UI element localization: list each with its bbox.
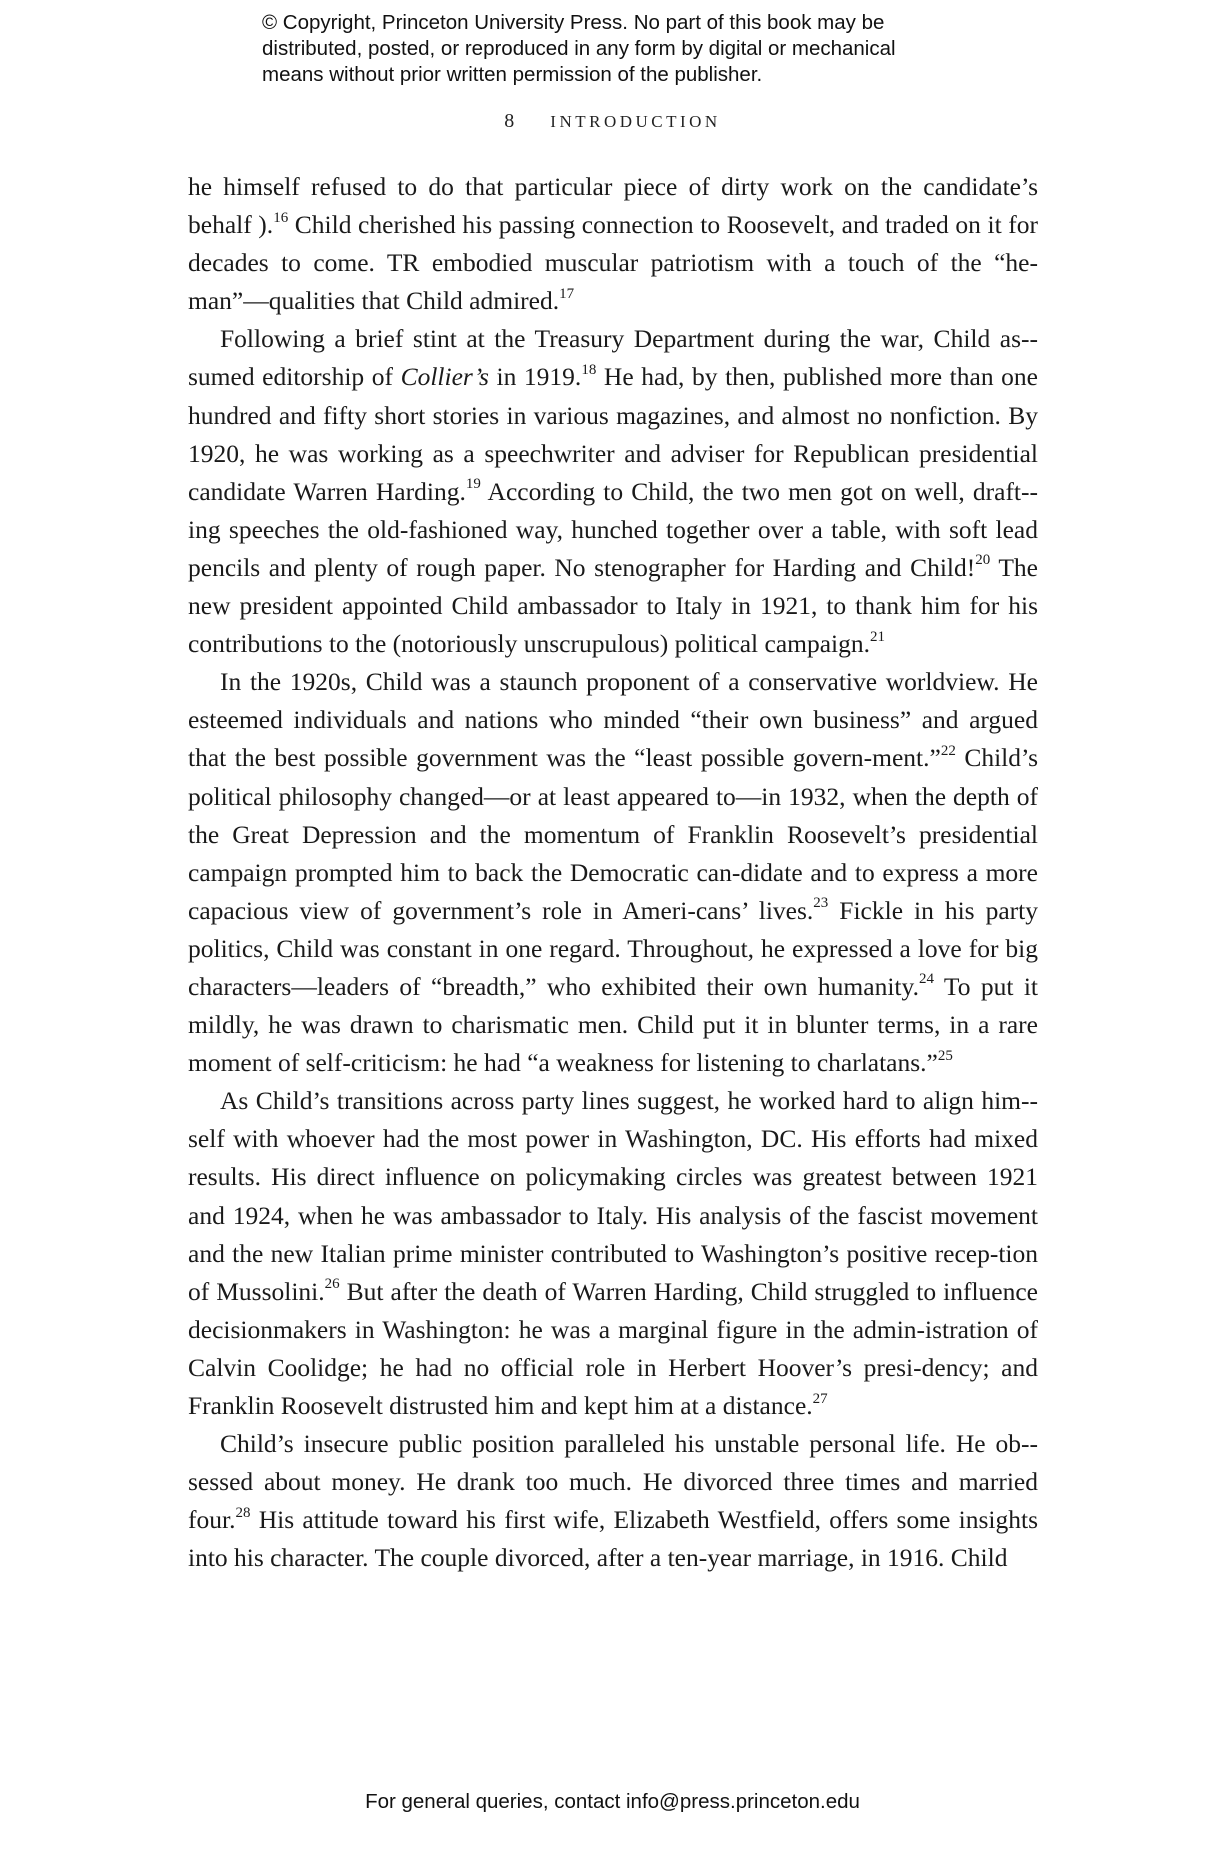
footnote-marker[interactable]: 16 xyxy=(273,209,289,226)
text-run: But after the death of Warren Harding, Child struggled to influence decisionmakers in Washington: he was a marginal figure in the admin-istration of Calvin Coolidge; he had no official role in Herbert Hoover’s presi-dency; and Franklin Roosevelt distrusted him and kept him at a distance. xyxy=(188,1276,1038,1420)
text-run: in 1919. xyxy=(488,362,582,392)
footnote-marker[interactable]: 21 xyxy=(870,628,886,645)
footnote-marker[interactable]: 26 xyxy=(324,1276,340,1293)
footnote-marker[interactable]: 18 xyxy=(581,361,597,378)
copyright-notice xyxy=(262,10,1022,88)
footnote-marker[interactable]: 19 xyxy=(465,476,481,493)
footnote-marker[interactable]: 28 xyxy=(235,1504,251,1521)
text-run: As Child’s transitions across party lines suggest, he worked hard to align him-self with whoever had the most power in Washington, DC. His efforts had mixed results. His direct influence on policymaking circles was greatest between 1921 and 1924, when he was ambassador to Italy. His analysis of the fascist movement and the new Italian prime minister contributed to Washington’s positive recep-tion of Mussolini. xyxy=(188,1086,1038,1306)
text-run: According to Child, the two men got on well, draft-ing speeches the old-fashioned way, hunched together over a table, with soft lead pencils and plenty of rough paper. No stenographer for Harding and Child! xyxy=(188,476,1039,582)
copyright-line: distributed, posted, or reproduced in any form by digital or mechanical xyxy=(262,37,896,60)
italic-title: Collier’s xyxy=(400,362,489,392)
text-run: Fickle in his party politics, Child was constant in one regard. Throughout, he expressed a love for big characters—leaders of “breadth,” who exhibited their own humanity. xyxy=(188,895,1038,1001)
running-head xyxy=(0,110,1225,133)
text-run: Child cherished his passing connection to Roosevelt, and traded on it for decades to come. TR embodied muscular patriotism with a touch of the “he-man”—qualities that Child admired. xyxy=(188,210,1038,316)
text-run: In the 1920s, Child was a staunch proponent of a conservative worldview. He esteemed individuals and nations who minded “their own business” and argued that the best possible government was the “least possible govern-ment.” xyxy=(188,667,1038,773)
body-text xyxy=(188,168,1038,1577)
paragraph xyxy=(188,168,1038,320)
text-run: To put it mildly, he was drawn to charismatic men. Child put it in blunter terms, in a rare moment of self-criticism: he had “a weakness for listening to charlatans.” xyxy=(188,971,1038,1078)
footnote-marker[interactable]: 17 xyxy=(559,285,575,302)
text-run: He had, by then, published more than one hundred and fifty short stories in various magazines, and almost no nonfiction. By 1920, he was working as a speechwriter and adviser for Republican presidential candidate Warren Harding. xyxy=(188,362,1038,506)
paragraph xyxy=(188,1425,1038,1577)
footnote-marker[interactable]: 27 xyxy=(812,1390,828,1407)
text-run: he himself refused to do that particular piece of dirty work on the candidate’s behalf ). xyxy=(188,172,1038,240)
copyright-line: means without prior written permission of the publisher. xyxy=(262,63,763,86)
paragraph xyxy=(188,1082,1038,1425)
paragraph xyxy=(188,663,1038,1082)
text-run: Child’s insecure public position paralleled his unstable personal life. He ob-sessed about money. He drank too much. He divorced three times and married four. xyxy=(188,1429,1038,1535)
footer-contact: For general queries, contact info@press.princeton.edu xyxy=(365,1790,860,1813)
text-run: The new president appointed Child ambassador to Italy in 1921, to thank him for his contributions to the (notoriously unscrupulous) political campaign. xyxy=(188,552,1038,659)
footnote-marker[interactable]: 25 xyxy=(937,1047,953,1064)
paragraph xyxy=(188,320,1038,663)
footnote-marker[interactable]: 24 xyxy=(918,971,934,988)
chapter-title: INTRODUCTION xyxy=(550,112,721,131)
copyright-line: © Copyright, Princeton University Press. No part of this book may be xyxy=(262,11,885,34)
text-run: Following a brief stint at the Treasury Department during the war, Child as-sumed editorship of xyxy=(188,324,1038,392)
footnote-marker[interactable]: 22 xyxy=(940,742,956,759)
text-run: Child’s political philosophy changed—or at least appeared to—in 1932, when the depth of the Great Depression and the momentum of Franklin Roosevelt’s presidential campaign prompted him to back the Democratic can-didate and to express a more capacious view of government’s role in Ameri-cans’ lives. xyxy=(188,743,1039,925)
page-number: 8 xyxy=(504,110,515,132)
footnote-marker[interactable]: 20 xyxy=(975,552,991,569)
text-run: His attitude toward his first wife, Elizabeth Westfield, offers some insights into his character. The couple divorced, after a ten-year marriage, in 1916. Child xyxy=(188,1505,1038,1573)
footnote-marker[interactable]: 23 xyxy=(813,895,829,912)
